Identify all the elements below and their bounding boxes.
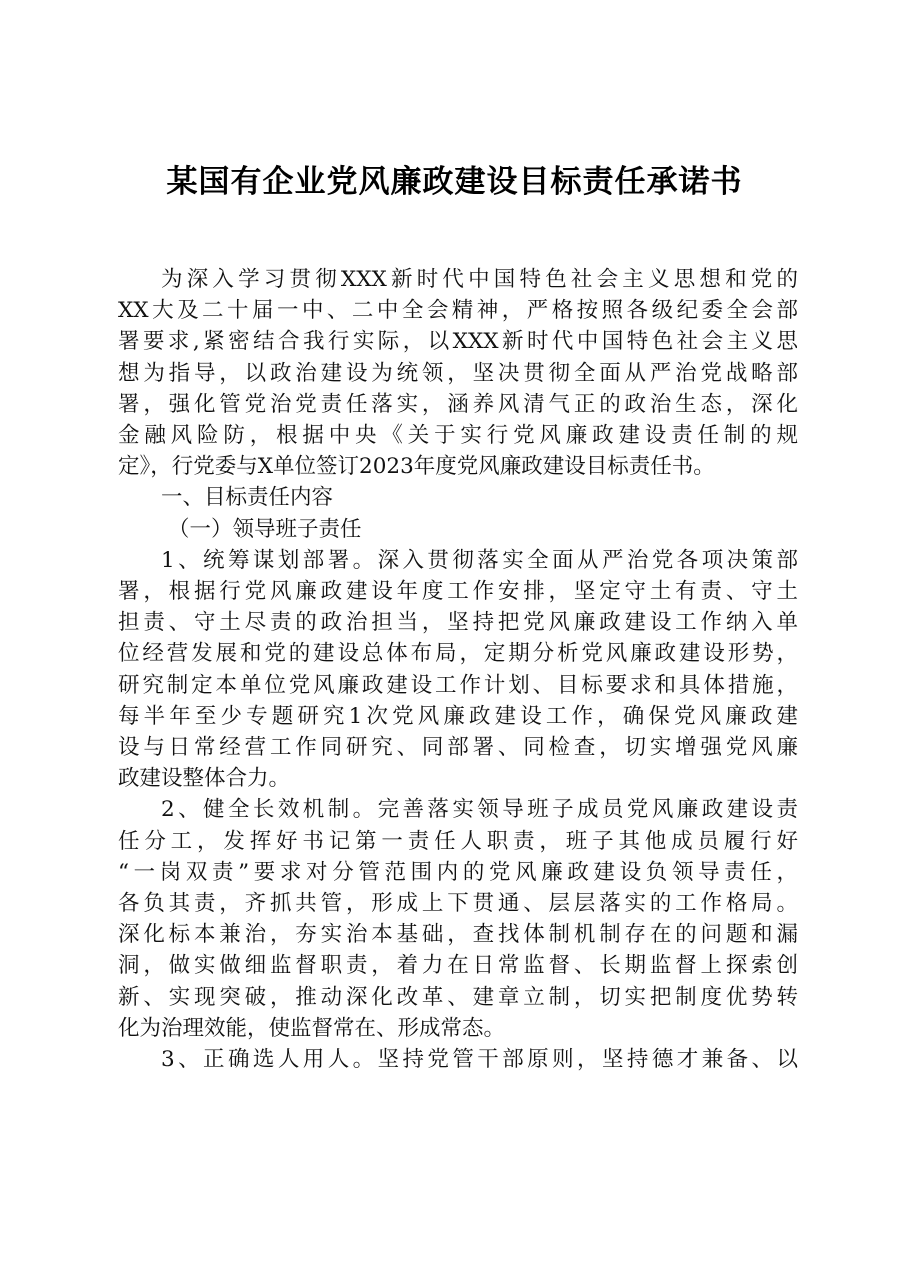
intro-line: 为深入学习贯彻XXX新时代中国特色社会主义思想和党的	[161, 267, 798, 292]
intro-line: 想为指导，以政治建设为统领，坚决贯彻全面从严治党战略部	[118, 360, 798, 386]
item-2-line: 新、实现突破，推动深化改革、建章立制，切实把制度优势转	[118, 984, 798, 1010]
item-2-line: 2、健全长效机制。完善落实领导班子成员党风廉政建设责	[161, 797, 798, 823]
item-1-line: 担责、守土尽责的政治担当，坚持把党风廉政建设工作纳入单	[118, 610, 798, 636]
subsection-heading: （一）领导班子责任	[168, 516, 362, 542]
item-2-line: “一岗双责”要求对分管范围内的党风廉政建设负领导责任，	[118, 859, 798, 885]
document-body	[118, 264, 798, 1075]
item-2-line: 化为治理效能，使监督常在、形成常态。	[118, 1015, 506, 1041]
intro-line: 署要求,紧密结合我行实际，以XXX新时代中国特色社会主义思	[118, 329, 798, 355]
intro-line: XX大及二十届一中、二中全会精神，严格按照各级纪委全会部	[118, 298, 798, 324]
item-2-paragraph	[118, 794, 798, 1044]
intro-line: 署，强化管党治党责任落实，涵养风清气正的政治生态，深化	[118, 391, 798, 417]
item-1-paragraph	[118, 545, 798, 795]
intro-paragraph	[118, 264, 798, 482]
item-2-line: 任分工，发挥好书记第一责任人职责，班子其他成员履行好	[118, 828, 798, 854]
item-2-line: 深化标本兼治，夯实治本基础，查找体制机制存在的问题和漏	[118, 922, 798, 948]
intro-line: 定》，行党委与X单位签订2023年度党风廉政建设目标责任书。	[118, 454, 715, 480]
item-1-line: 设与日常经营工作同研究、同部署、同检查，切实增强党风廉	[118, 735, 798, 761]
item-1-line: 政建设整体合力。	[118, 766, 291, 792]
item-1-line: 署，根据行党风廉政建设年度工作安排，坚定守土有责、守土	[118, 579, 798, 605]
section-heading: 一、目标责任内容	[161, 485, 334, 511]
item-1-line: 位经营发展和党的建设总体布局，定期分析党风廉政建设形势，	[118, 641, 798, 667]
item-2-line: 洞，做实做细监督职责，着力在日常监督、长期监督上探索创	[118, 953, 798, 979]
intro-line: 金融风险防，根据中央《关于实行党风廉政建设责任制的规	[118, 423, 798, 449]
item-1-line: 每半年至少专题研究1次党风廉政建设工作，确保党风廉政建	[118, 703, 798, 729]
item-3-line: 3、正确选人用人。坚持党管干部原则，坚持德才兼备、以	[161, 1047, 798, 1073]
item-1-line: 研究制定本单位党风廉政建设工作计划、目标要求和具体措施，	[118, 672, 798, 698]
item-3-paragraph	[118, 1044, 798, 1075]
item-2-line: 各负其责，齐抓共管，形成上下贯通、层层落实的工作格局。	[118, 891, 798, 917]
item-1-line: 1、统筹谋划部署。深入贯彻落实全面从严治党各项决策部	[161, 547, 798, 573]
document-title: 某国有企业党风廉政建设目标责任承诺书	[166, 164, 743, 200]
